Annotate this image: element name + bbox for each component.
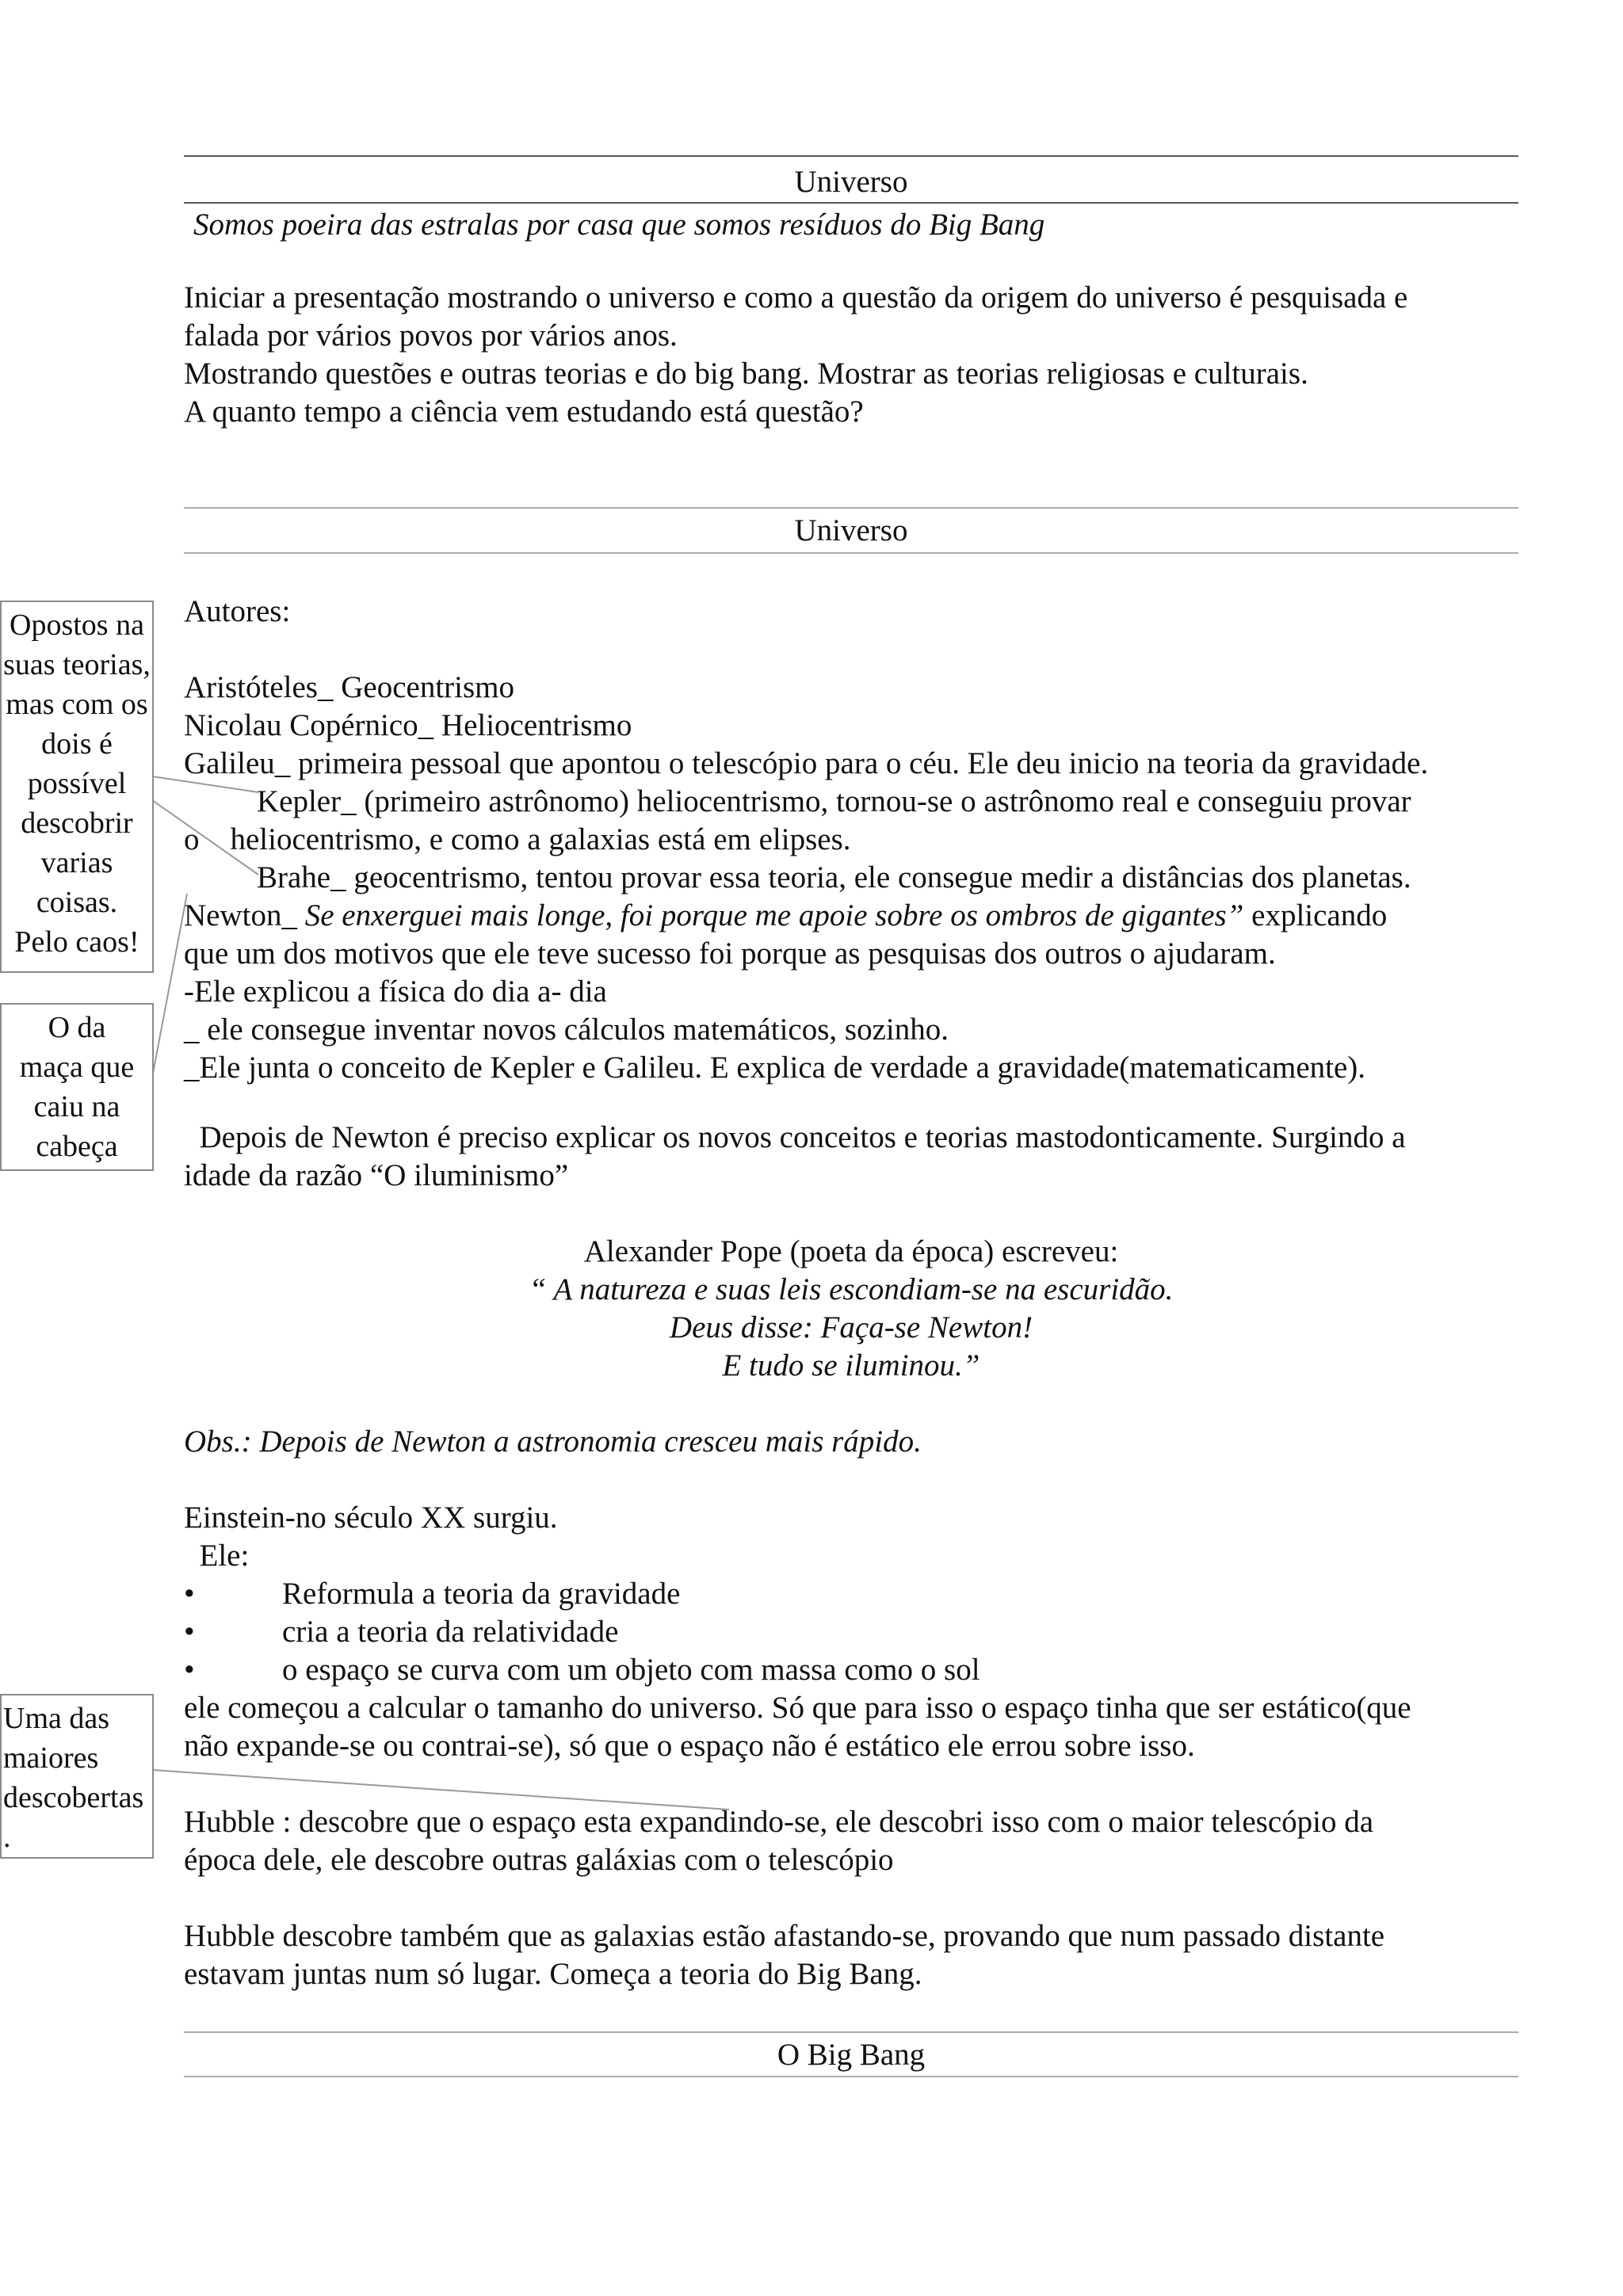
hubble-line-1: Hubble : descobre que o espaço esta expandindo-se, ele descobri isso com o maior telescópio da	[184, 1805, 1374, 1839]
author-aristoteles: Aristóteles_ Geocentrismo	[184, 670, 514, 704]
einstein-line-3: ele começou a calcular o tamanho do universo. Só que para isso o espaço tinha que ser estático(que	[184, 1691, 1411, 1725]
comment-line: cabeça	[36, 1130, 118, 1163]
newton-suffix: explicando	[1243, 898, 1388, 933]
comment-line: suas teorias,	[3, 648, 151, 681]
obs-note: Obs.: Depois de Newton a astronomia cresceu mais rápido.	[184, 1425, 922, 1459]
comment-line: dois é	[41, 727, 113, 761]
comment-line: Uma das	[3, 1702, 110, 1735]
intro-line-1: Iniciar a presentação mostrando o universo e como a questão da origem do universo é pesquisada e	[184, 280, 1408, 315]
bullet-text: Reformula a teoria da gravidade	[282, 1577, 681, 1611]
comment-maiores	[0, 1694, 154, 1859]
bullet-icon: •	[184, 1653, 195, 1687]
pope-quote-line-1: “ A natureza e suas leis escondiam-se na escuridão.	[529, 1272, 1174, 1306]
einstein-line-4: não expande-se ou contrai-se), só que o espaço não é estático ele errou sobre isso.	[184, 1729, 1195, 1763]
author-kepler-1: Kepler_ (primeiro astrônomo) heliocentrismo, tornou-se o astrônomo real e conseguiu provar	[257, 784, 1411, 818]
comment-line: O da	[48, 1011, 106, 1044]
author-brahe: Brahe_ geocentrismo, tentou provar essa teoria, ele consegue medir a distâncias dos planetas.	[257, 860, 1411, 894]
connector-maiores-hubble	[152, 1770, 729, 1810]
newton-line-2: que um dos motivos que ele teve sucesso foi porque as pesquisas dos outros o ajudaram.	[184, 936, 1276, 971]
bullet-icon: •	[184, 1615, 195, 1649]
hubble-line-2: época dele, ele descobre outras galáxias com o telescópio	[184, 1843, 894, 1877]
comment-line: descobrir	[21, 807, 133, 840]
bullet-text: cria a teoria da relatividade	[282, 1615, 619, 1649]
newton-quote: Se enxerguei mais longe, foi porque me apoie sobre os ombros de gigantes”	[304, 898, 1244, 933]
section1-title: Universo	[794, 165, 908, 199]
comment-line: descobertas	[3, 1781, 144, 1814]
section3-title: O Big Bang	[777, 2038, 926, 2072]
pope-quote-line-2: Deus disse: Faça-se Newton!	[669, 1310, 1033, 1344]
comment-line: possível	[27, 767, 127, 800]
einstein-line-2: Ele:	[184, 1539, 250, 1573]
section2-title: Universo	[794, 513, 908, 547]
comment-line: Pelo caos!	[14, 925, 139, 959]
comment-maca	[0, 1003, 154, 1171]
newton-line-4: _ ele consegue inventar novos cálculos matemáticos, sozinho.	[184, 1013, 949, 1047]
intro-line-4: A quanto tempo a ciência vem estudando está questão?	[184, 395, 864, 429]
comment-line: maça que	[19, 1051, 135, 1084]
newton-line-3: -Ele explicou a física do dia a- dia	[184, 974, 607, 1009]
author-copernico: Nicolau Copérnico_ Heliocentrismo	[184, 708, 632, 742]
author-kepler-2: o heliocentrismo, e como a galaxias está em elipses.	[184, 822, 851, 856]
comment-line: Opostos na	[10, 608, 144, 642]
pope-quote-line-3: E tudo se iluminou.”	[722, 1348, 980, 1383]
intro-line-3: Mostrando questões e outras teorias e do big bang. Mostrar as teorias religiosas e culturais.	[184, 357, 1308, 391]
newton-line-5: _Ele junta o conceito de Kepler e Galileu. E explica de verdade a gravidade(matematicamente).	[184, 1051, 1366, 1085]
hubble-line-3: Hubble descobre também que as galaxias estão afastando-se, provando que num passado distante	[184, 1919, 1385, 1953]
pope-intro: Alexander Pope (poeta da época) escreveu:	[583, 1234, 1119, 1268]
intro-line-2: falada por vários povos por vários anos.	[184, 318, 678, 353]
bullet-icon: •	[184, 1577, 195, 1611]
hubble-line-4: estavam juntas num só lugar. Começa a teoria do Big Bang.	[184, 1957, 922, 1991]
authors-label: Autores:	[184, 594, 291, 628]
comment-line: varias	[40, 846, 113, 879]
comment-opostos	[0, 601, 154, 973]
connector-maca-newton	[152, 894, 187, 1077]
newton-prefix: Newton_	[184, 898, 305, 933]
comment-line: .	[3, 1821, 11, 1854]
connector-opostos-brahe	[152, 800, 258, 875]
after-newton-line-1: Depois de Newton é preciso explicar os novos conceitos e teorias mastodonticamente. Surgindo a	[184, 1120, 1406, 1154]
author-galileu: Galileu_ primeira pessoal que apontou o telescópio para o céu. Ele deu inicio na teoria da gravidade.	[184, 746, 1429, 780]
after-newton-line-2: idade da razão “O iluminismo”	[184, 1158, 569, 1192]
bullet-text: o espaço se curva com um objeto com massa como o sol	[282, 1653, 980, 1687]
connector-opostos-kepler	[152, 776, 258, 792]
comment-line: caiu na	[33, 1090, 120, 1123]
comment-line: maiores	[3, 1741, 99, 1775]
einstein-line-1: Einstein-no século XX surgiu.	[184, 1501, 558, 1535]
section1-subtitle: Somos poeira das estralas por casa que somos resíduos do Big Bang	[193, 208, 1045, 242]
comment-line: mas com os	[6, 688, 148, 721]
comment-line: coisas.	[36, 886, 118, 919]
